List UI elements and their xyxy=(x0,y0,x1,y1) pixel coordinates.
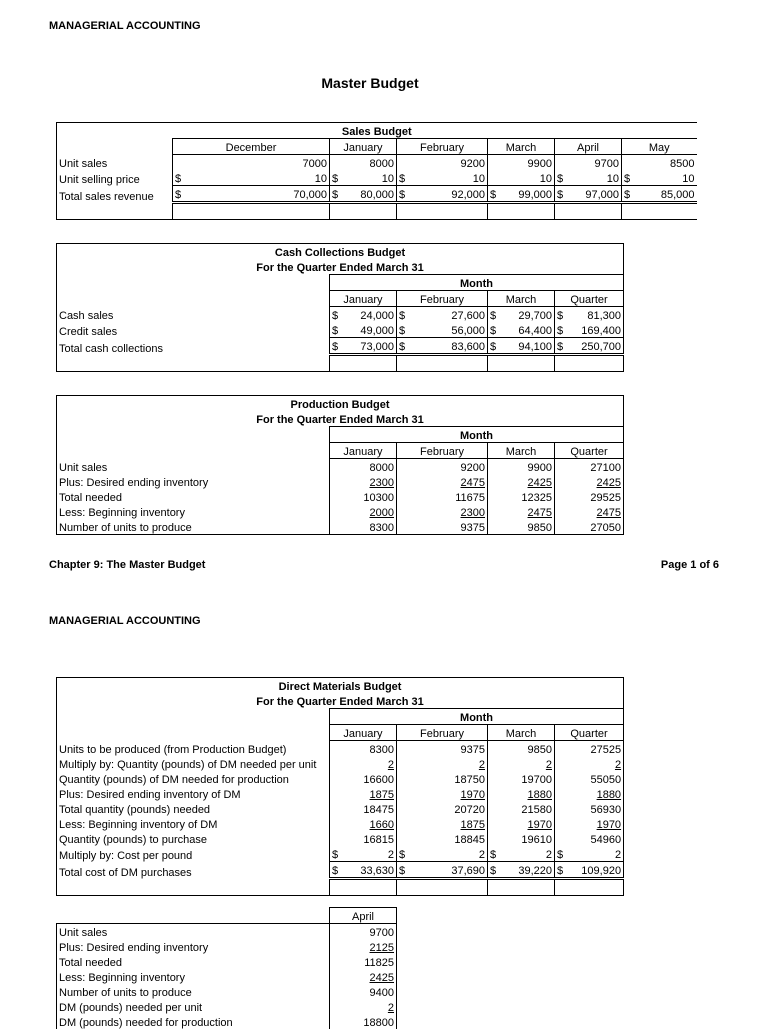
table-row xyxy=(57,1014,397,1029)
cell-value: 18845 xyxy=(397,831,488,846)
cell-value: 2300 xyxy=(460,507,485,519)
currency-symbol: $ xyxy=(399,325,406,337)
cell-value: 1970 xyxy=(596,819,622,831)
cell-value: 1875 xyxy=(460,819,485,831)
col-header-january: January xyxy=(330,443,397,459)
cell-value: 2 xyxy=(478,759,485,771)
col-header-march: March xyxy=(488,139,555,155)
col-header-february: February xyxy=(397,139,488,155)
currency-symbol: $ xyxy=(557,325,564,337)
cell-value: 10 xyxy=(606,173,619,185)
row-label: Total needed xyxy=(57,489,330,504)
cell-value: 9900 xyxy=(488,155,555,171)
cell-value: 20720 xyxy=(397,801,488,816)
cell-value: 55050 xyxy=(555,771,624,786)
production-budget-table xyxy=(56,395,624,535)
table-row xyxy=(57,771,624,786)
cell-value: 109,920 xyxy=(581,865,622,877)
row-label: Credit sales xyxy=(57,322,330,338)
cell-value: 2300 xyxy=(369,477,394,489)
cell-value: 1880 xyxy=(527,789,552,801)
table-row xyxy=(57,155,697,171)
cell-value: 9850 xyxy=(488,519,555,535)
table-row xyxy=(57,170,697,186)
cell-value: 1660 xyxy=(369,819,394,831)
april-table xyxy=(56,907,397,1029)
cell-value: 2 xyxy=(545,759,552,771)
table-row xyxy=(57,801,624,816)
cell-value: 80,000 xyxy=(360,189,394,201)
cell-value: 27050 xyxy=(555,519,624,535)
cell-value: 9200 xyxy=(397,459,488,475)
row-label: Plus: Desired ending inventory xyxy=(57,474,330,489)
table-row xyxy=(57,307,624,323)
cell-value: 56,000 xyxy=(451,325,485,337)
cell-value: 10 xyxy=(488,170,555,186)
row-label: Plus: Desired ending inventory of DM xyxy=(57,786,330,801)
cell-value: 2475 xyxy=(460,477,485,489)
page-footer-right: Page 1 of 6 xyxy=(660,559,719,571)
cell-value: 29,700 xyxy=(518,310,552,322)
currency-symbol: $ xyxy=(490,849,497,861)
col-header-march: March xyxy=(488,443,555,459)
currency-symbol: $ xyxy=(490,325,497,337)
cell-value: 64,400 xyxy=(518,325,552,337)
currency-symbol: $ xyxy=(490,310,497,322)
cell-value: 2425 xyxy=(527,477,552,489)
cell-value: 24,000 xyxy=(360,310,394,322)
currency-symbol: $ xyxy=(490,341,497,353)
col-header-december: December xyxy=(173,139,330,155)
col-header-quarter: Quarter xyxy=(555,725,624,741)
row-label: Unit sales xyxy=(57,459,330,475)
table-row xyxy=(57,786,624,801)
cell-value: 9900 xyxy=(488,459,555,475)
table-row xyxy=(57,939,397,954)
cell-value: 27,600 xyxy=(451,310,485,322)
table-row xyxy=(57,999,397,1014)
table-row xyxy=(57,954,397,969)
cell-value: 73,000 xyxy=(360,341,394,353)
cash-collections-subtitle: For the Quarter Ended March 31 xyxy=(57,259,624,275)
row-label: Unit sales xyxy=(57,155,173,171)
production-budget-title: Production Budget xyxy=(57,396,624,412)
row-label: Total quantity (pounds) needed xyxy=(57,801,330,816)
currency-symbol: $ xyxy=(399,341,406,353)
cell-value: 16600 xyxy=(330,771,397,786)
col-header-april: April xyxy=(555,139,622,155)
cell-value: 10 xyxy=(682,173,695,185)
currency-symbol: $ xyxy=(175,189,182,201)
cell-value: 81,300 xyxy=(587,310,622,322)
cell-value: 2425 xyxy=(369,972,394,984)
cell-value: 8000 xyxy=(330,459,397,475)
cell-value: 8500 xyxy=(622,155,697,171)
cell-value: 11675 xyxy=(397,489,488,504)
cell-value: 2475 xyxy=(527,507,552,519)
cash-collections-table xyxy=(56,243,624,372)
row-label: DM (pounds) needed for production xyxy=(57,1014,330,1029)
col-header-february: February xyxy=(397,443,488,459)
month-header: Month xyxy=(330,709,624,725)
table-row xyxy=(57,322,624,338)
col-header-march: March xyxy=(488,291,555,307)
row-label: Plus: Desired ending inventory xyxy=(57,939,330,954)
currency-symbol: $ xyxy=(490,865,497,877)
col-header-quarter: Quarter xyxy=(555,291,624,307)
cell-value: 56930 xyxy=(555,801,624,816)
cell-value: 19700 xyxy=(488,771,555,786)
row-label: Less: Beginning inventory xyxy=(57,969,330,984)
table-row xyxy=(57,186,697,203)
cell-value: 85,000 xyxy=(660,189,695,201)
cell-value: 54960 xyxy=(555,831,624,846)
month-header: Month xyxy=(330,275,624,291)
cell-value: 49,000 xyxy=(360,325,394,337)
table-row xyxy=(57,519,624,535)
direct-materials-subtitle: For the Quarter Ended March 31 xyxy=(57,693,624,709)
cell-value: 97,000 xyxy=(585,189,619,201)
col-header-january: January xyxy=(330,139,397,155)
currency-symbol: $ xyxy=(399,310,406,322)
currency-symbol: $ xyxy=(399,849,406,861)
currency-symbol: $ xyxy=(557,173,564,185)
cell-value: 10 xyxy=(381,173,394,185)
cell-value: 8300 xyxy=(330,519,397,535)
cell-value: 19610 xyxy=(488,831,555,846)
cell-value: 250,700 xyxy=(581,341,622,353)
cell-value: 9375 xyxy=(397,519,488,535)
col-header-february: February xyxy=(397,725,488,741)
cell-value: 169,400 xyxy=(581,325,622,337)
cell-value: 2000 xyxy=(369,507,394,519)
cell-value: 7000 xyxy=(173,155,330,171)
currency-symbol: $ xyxy=(332,173,339,185)
cell-value: 9200 xyxy=(397,155,488,171)
currency-symbol: $ xyxy=(332,341,339,353)
currency-symbol: $ xyxy=(332,865,339,877)
month-header: Month xyxy=(330,427,624,443)
cell-value: 1970 xyxy=(527,819,552,831)
col-header-may: May xyxy=(622,139,697,155)
currency-symbol: $ xyxy=(175,173,182,185)
currency-symbol: $ xyxy=(332,189,339,201)
row-label: Units to be produced (from Production Budget) xyxy=(57,741,330,757)
cell-value: 16815 xyxy=(330,831,397,846)
table-row xyxy=(57,741,624,757)
cell-value: 2 xyxy=(387,849,394,861)
table-row xyxy=(57,984,397,999)
sales-budget-title: Sales Budget xyxy=(57,123,697,139)
row-label: Quantity (pounds) to purchase xyxy=(57,831,330,846)
cell-value: 27525 xyxy=(555,741,624,757)
table-row xyxy=(57,862,624,879)
row-label: Cash sales xyxy=(57,307,330,323)
cell-value: 10300 xyxy=(330,489,397,504)
currency-symbol: $ xyxy=(557,310,564,322)
cell-value: 9400 xyxy=(330,984,397,999)
currency-symbol: $ xyxy=(332,310,339,322)
cell-value: 12325 xyxy=(488,489,555,504)
row-label: Total needed xyxy=(57,954,330,969)
currency-symbol: $ xyxy=(490,189,497,201)
cell-value: 1970 xyxy=(460,789,485,801)
currency-symbol: $ xyxy=(557,189,564,201)
cell-value: 21580 xyxy=(488,801,555,816)
cell-value: 9850 xyxy=(488,741,555,757)
table-row xyxy=(57,459,624,475)
row-label: Unit sales xyxy=(57,924,330,940)
currency-symbol: $ xyxy=(624,189,631,201)
cell-value: 37,690 xyxy=(451,865,485,877)
cell-value: 29525 xyxy=(555,489,624,504)
currency-symbol: $ xyxy=(332,325,339,337)
cell-value: 9700 xyxy=(555,155,622,171)
cell-value: 18800 xyxy=(330,1014,397,1029)
direct-materials-title: Direct Materials Budget xyxy=(57,678,624,694)
col-header-march: March xyxy=(488,725,555,741)
table-row xyxy=(57,504,624,519)
cell-value: 2 xyxy=(614,849,622,861)
cell-value: 2 xyxy=(387,759,394,771)
cell-value: 94,100 xyxy=(518,341,552,353)
cell-value: 8000 xyxy=(330,155,397,171)
cell-value: 2475 xyxy=(596,507,622,519)
cell-value: 70,000 xyxy=(293,189,327,201)
page-footer-left: Chapter 9: The Master Budget xyxy=(49,559,206,571)
currency-symbol: $ xyxy=(332,849,339,861)
sales-budget-table xyxy=(56,122,697,220)
col-header-january: January xyxy=(330,725,397,741)
table-row xyxy=(57,831,624,846)
page-title: Master Budget xyxy=(321,75,419,91)
row-label: Multiply by: Cost per pound xyxy=(57,846,330,862)
page-header: MANAGERIAL ACCOUNTING xyxy=(49,20,201,32)
cell-value: 11825 xyxy=(330,954,397,969)
col-header-quarter: Quarter xyxy=(555,443,624,459)
cell-value: 18475 xyxy=(330,801,397,816)
cash-collections-title: Cash Collections Budget xyxy=(57,244,624,260)
currency-symbol: $ xyxy=(399,173,406,185)
row-label: Less: Beginning inventory xyxy=(57,504,330,519)
currency-symbol: $ xyxy=(399,189,406,201)
cell-value: 2 xyxy=(387,1002,394,1014)
table-row xyxy=(57,338,624,355)
page-header: MANAGERIAL ACCOUNTING xyxy=(49,615,201,627)
cell-value: 1880 xyxy=(596,789,622,801)
cell-value: 9700 xyxy=(330,924,397,940)
cell-value: 9375 xyxy=(397,741,488,757)
col-header-february: February xyxy=(397,291,488,307)
cell-value: 99,000 xyxy=(518,189,552,201)
production-budget-subtitle: For the Quarter Ended March 31 xyxy=(57,411,624,427)
cell-value: 10 xyxy=(472,173,485,185)
row-label: Total sales revenue xyxy=(57,186,173,203)
row-label: DM (pounds) needed per unit xyxy=(57,999,330,1014)
table-row xyxy=(57,846,624,862)
cell-value: 8300 xyxy=(330,741,397,757)
cell-value: 83,600 xyxy=(451,341,485,353)
cell-value: 2 xyxy=(614,759,622,771)
col-header-april: April xyxy=(330,908,397,924)
cell-value: 2125 xyxy=(369,942,394,954)
row-label: Multiply by: Quantity (pounds) of DM needed per unit xyxy=(57,756,330,771)
cell-value: 2425 xyxy=(596,477,622,489)
row-label: Number of units to produce xyxy=(57,984,330,999)
table-row xyxy=(57,816,624,831)
cell-value: 92,000 xyxy=(451,189,485,201)
currency-symbol: $ xyxy=(557,849,564,861)
row-label: Less: Beginning inventory of DM xyxy=(57,816,330,831)
cell-value: 18750 xyxy=(397,771,488,786)
row-label: Number of units to produce xyxy=(57,519,330,535)
row-label: Total cost of DM purchases xyxy=(57,862,330,879)
table-row xyxy=(57,756,624,771)
table-row xyxy=(57,924,397,940)
currency-symbol: $ xyxy=(624,173,631,185)
currency-symbol: $ xyxy=(557,865,564,877)
row-label: Unit selling price xyxy=(57,170,173,186)
cell-value: 27100 xyxy=(555,459,624,475)
table-row xyxy=(57,969,397,984)
currency-symbol: $ xyxy=(557,341,564,353)
cell-value: 2 xyxy=(478,849,485,861)
currency-symbol: $ xyxy=(399,865,406,877)
cell-value: 39,220 xyxy=(518,865,552,877)
cell-value: 10 xyxy=(314,173,327,185)
cell-value: 1875 xyxy=(369,789,394,801)
cell-value: 33,630 xyxy=(360,865,394,877)
cell-value: 2 xyxy=(545,849,552,861)
row-label: Quantity (pounds) of DM needed for production xyxy=(57,771,330,786)
row-label: Total cash collections xyxy=(57,338,330,355)
col-header-january: January xyxy=(330,291,397,307)
direct-materials-table xyxy=(56,677,624,896)
table-row xyxy=(57,489,624,504)
table-row xyxy=(57,474,624,489)
